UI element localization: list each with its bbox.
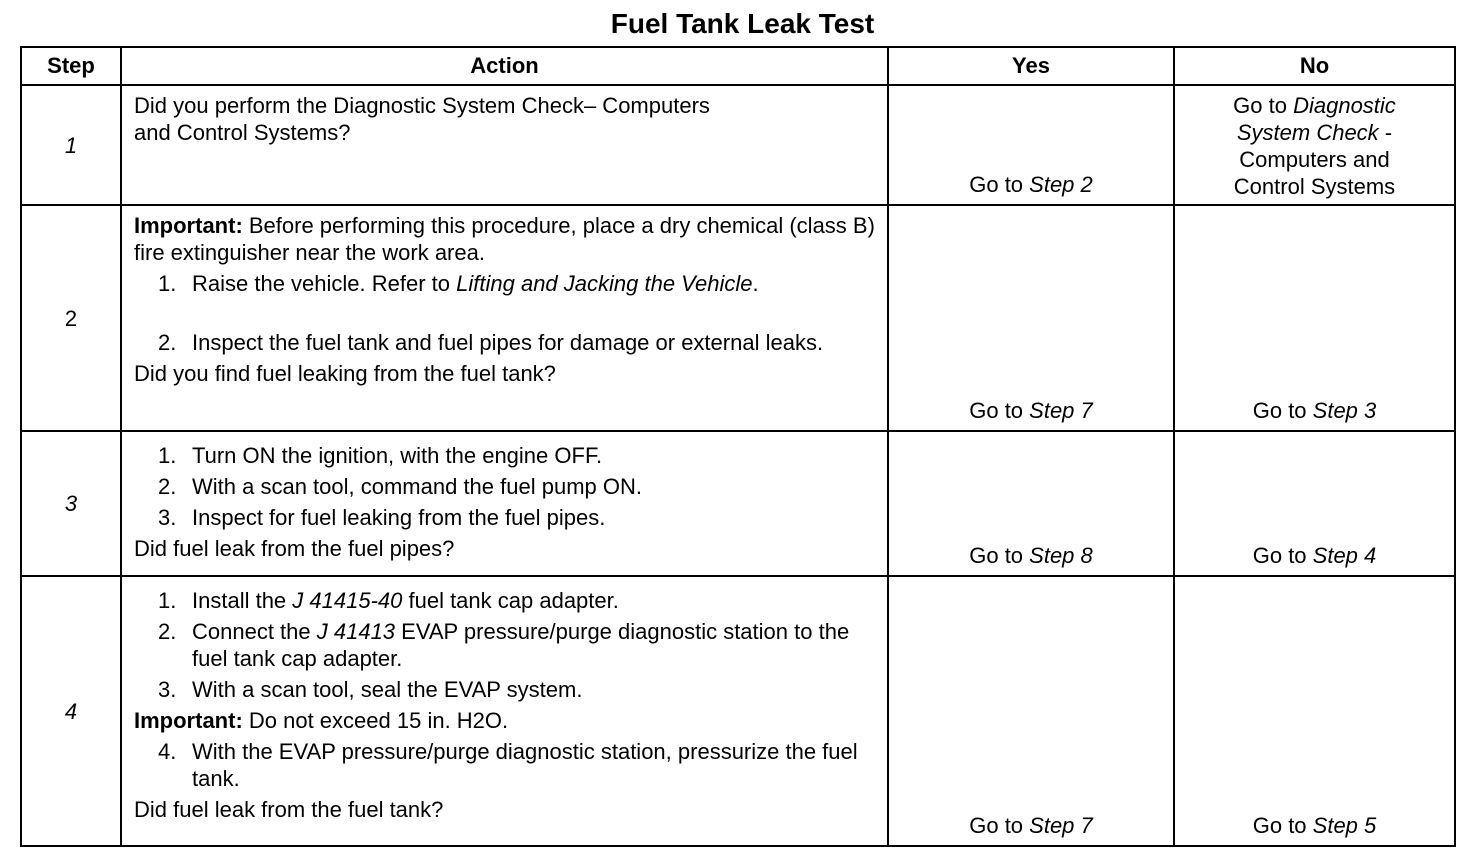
go-to-prefix: Go to	[969, 172, 1030, 197]
go-to-prefix: Go to	[1252, 398, 1313, 423]
procedure-text: Control Systems	[1233, 174, 1396, 199]
table-header-row	[21, 47, 1455, 85]
no-cell	[1174, 576, 1455, 846]
question-text: Did fuel leak from the fuel pipes?	[134, 536, 455, 561]
action-cell	[121, 576, 888, 846]
table-row-step-3	[21, 431, 1455, 576]
step-reference: Step 4	[1312, 543, 1377, 568]
important-text: Do not exceed 15 in. H2O.	[242, 708, 509, 733]
header-step: Step	[21, 47, 121, 85]
table-row-step-4	[21, 576, 1455, 846]
yes-cell	[888, 205, 1174, 431]
list-item: 2. Connect the J 41413 EVAP pressure/purge diagnostic station to the fuel tank cap adapter.	[158, 619, 850, 671]
action-text: Did you perform the Diagnostic System Check– Computers	[134, 93, 710, 118]
procedure-reference: System Check	[1236, 120, 1379, 145]
action-cell	[121, 431, 888, 576]
step-number: 3	[21, 431, 121, 576]
no-cell	[1174, 205, 1455, 431]
important-label: Important:	[134, 213, 243, 238]
question-text: Did fuel leak from the fuel tank?	[134, 797, 444, 822]
list-item: 2. With a scan tool, command the fuel pump ON.	[158, 474, 642, 499]
action-text: and Control Systems?	[134, 120, 351, 145]
no-cell	[1174, 431, 1455, 576]
list-item: 3. Inspect for fuel leaking from the fuel pipes.	[158, 505, 606, 530]
yes-cell	[888, 431, 1174, 576]
important-label: Important:	[134, 708, 243, 733]
separator: -	[1378, 120, 1393, 145]
list-item: 1. Install the J 41415-40 fuel tank cap adapter.	[158, 588, 619, 613]
header-action: Action	[121, 47, 888, 85]
procedure-reference: Diagnostic	[1293, 93, 1396, 118]
go-to-prefix: Go to	[969, 813, 1030, 838]
step-reference: Step 5	[1312, 813, 1377, 838]
go-to-prefix: Go to	[969, 543, 1030, 568]
document-title: Fuel Tank Leak Test	[610, 8, 875, 39]
go-to-prefix: Go to	[1252, 813, 1313, 838]
header-no: No	[1174, 47, 1455, 85]
step-number: 2	[21, 205, 121, 431]
list-item: 2. Inspect the fuel tank and fuel pipes for damage or external leaks.	[158, 330, 824, 355]
fuel-tank-leak-test-table	[20, 46, 1456, 847]
no-cell	[1174, 85, 1455, 205]
tool-reference: J 41413	[316, 619, 396, 644]
procedure-text: Computers and	[1239, 147, 1390, 172]
step-number: 1	[21, 85, 121, 205]
tool-reference: J 41415-40	[292, 588, 403, 613]
go-to-prefix: Go to	[1252, 543, 1313, 568]
list-item: 4. With the EVAP pressure/purge diagnostic station, pressurize the fuel tank.	[158, 739, 858, 791]
table-row-step-1	[21, 85, 1455, 205]
step-reference: Step 7	[1029, 813, 1093, 838]
step-number: 4	[21, 576, 121, 846]
list-item: 1. Raise the vehicle. Refer to Lifting and Jacking the Vehicle.	[158, 271, 759, 296]
action-cell	[121, 205, 888, 431]
important-text: Before performing this procedure, place a dry chemical (class B) fire extinguisher near the work area.	[134, 213, 875, 265]
list-item: 1. Turn ON the ignition, with the engine OFF.	[158, 443, 603, 468]
go-to-prefix: Go to	[969, 398, 1030, 423]
question-text: Did you find fuel leaking from the fuel tank?	[134, 361, 556, 386]
list-item: 3. With a scan tool, seal the EVAP system.	[158, 677, 583, 702]
step-reference: Step 8	[1029, 543, 1093, 568]
go-to-prefix: Go to	[1233, 93, 1294, 118]
table-row-step-2	[21, 205, 1455, 431]
step-reference: Step 2	[1029, 172, 1093, 197]
yes-cell	[888, 576, 1174, 846]
procedure-reference: Lifting and Jacking the Vehicle	[456, 271, 753, 296]
header-yes: Yes	[888, 47, 1174, 85]
step-reference: Step 7	[1029, 398, 1093, 423]
yes-cell	[888, 85, 1174, 205]
action-cell	[121, 85, 888, 205]
step-reference: Step 3	[1312, 398, 1377, 423]
